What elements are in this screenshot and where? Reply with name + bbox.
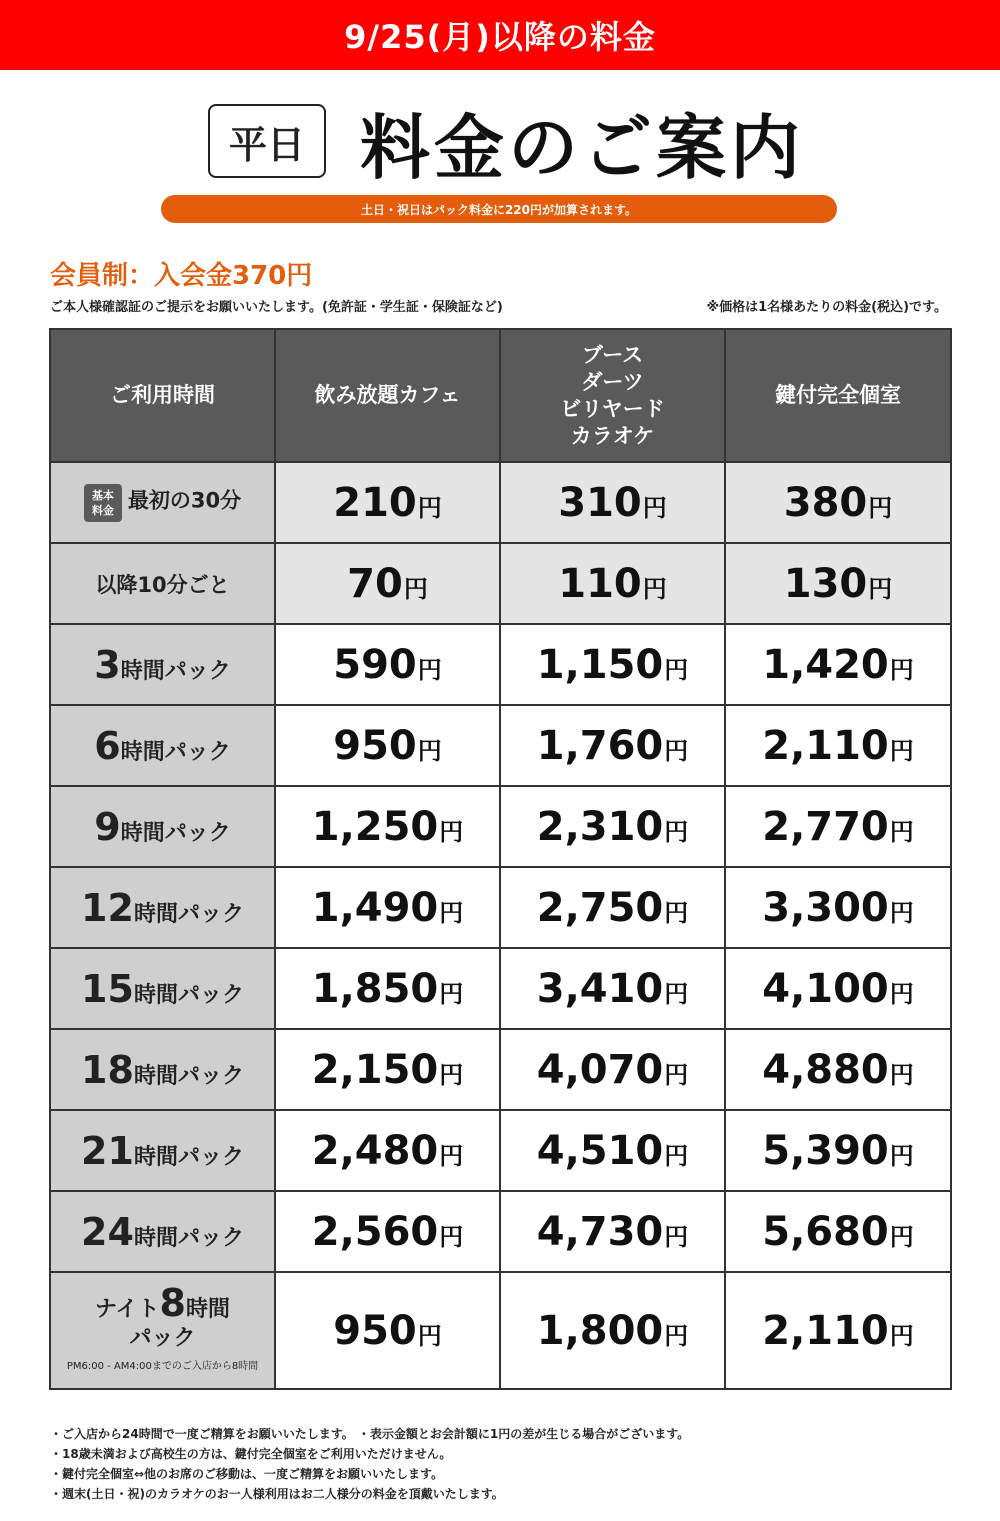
price-cell: 3,410円 <box>500 948 725 1029</box>
price-cell: 950円 <box>275 1272 500 1389</box>
price-cell: 110円 <box>500 543 725 624</box>
weekday-badge: 平日 <box>208 104 326 178</box>
table-row <box>50 462 951 543</box>
row-label: 18時間パック <box>50 1029 275 1110</box>
weekend-notice-bar <box>161 195 837 223</box>
price-cell: 1,250円 <box>275 786 500 867</box>
row-label: 以降10分ごと <box>50 543 275 624</box>
price-cell: 950円 <box>275 705 500 786</box>
top-banner <box>0 0 1000 70</box>
table-row <box>50 1110 951 1191</box>
price-cell: 2,150円 <box>275 1029 500 1110</box>
weekend-notice-text: 土日・祝日はパック料金に220円が加算されます。 <box>360 202 638 217</box>
price-cell: 210円 <box>275 462 500 543</box>
price-cell: 130円 <box>725 543 951 624</box>
id-note: ご本人様確認証のご提示をお願いいたします。(免許証・学生証・保険証など) <box>50 300 503 315</box>
price-cell: 1,850円 <box>275 948 500 1029</box>
table-row <box>50 1191 951 1272</box>
table-row <box>50 543 951 624</box>
header-private-room: 鍵付完全個室 <box>725 329 951 462</box>
table-row <box>50 624 951 705</box>
row-label: 9時間パック <box>50 786 275 867</box>
price-cell: 4,730円 <box>500 1191 725 1272</box>
table-row <box>50 786 951 867</box>
row-label: 6時間パック <box>50 705 275 786</box>
price-cell: 2,110円 <box>725 705 951 786</box>
price-cell: 2,310円 <box>500 786 725 867</box>
table-row-night <box>50 1272 951 1389</box>
price-cell: 2,750円 <box>500 867 725 948</box>
footnote: ・18歳未満および高校生の方は、鍵付完全個室をご利用いただけません。 <box>50 1447 452 1461</box>
header-cafe: 飲み放題カフェ <box>275 329 500 462</box>
price-cell: 1,800円 <box>500 1272 725 1389</box>
row-label: 12時間パック <box>50 867 275 948</box>
row-label: 基本 料金 最初の30分 <box>50 462 275 543</box>
row-label: 21時間パック <box>50 1110 275 1191</box>
price-cell: 5,680円 <box>725 1191 951 1272</box>
price-cell: 2,110円 <box>725 1272 951 1389</box>
price-cell: 2,480円 <box>275 1110 500 1191</box>
row-label: 3時間パック <box>50 624 275 705</box>
row-label-night: ナイト8時間 パック PM6:00 - AM4:00までのご入店から8時間 <box>50 1272 275 1389</box>
price-note: ※価格は1名様あたりの料金(税込)です。 <box>706 300 947 315</box>
table-row <box>50 948 951 1029</box>
price-cell: 70円 <box>275 543 500 624</box>
price-cell: 4,070円 <box>500 1029 725 1110</box>
price-cell: 5,390円 <box>725 1110 951 1191</box>
page-title: 料金のご案内 <box>360 106 804 189</box>
basic-fee-badge: 基本 料金 <box>84 484 122 522</box>
price-cell: 1,150円 <box>500 624 725 705</box>
price-cell: 590円 <box>275 624 500 705</box>
price-cell: 2,560円 <box>275 1191 500 1272</box>
table-row <box>50 1029 951 1110</box>
row-label: 15時間パック <box>50 948 275 1029</box>
price-cell: 1,490円 <box>275 867 500 948</box>
price-cell: 1,760円 <box>500 705 725 786</box>
price-cell: 380円 <box>725 462 951 543</box>
table-row <box>50 867 951 948</box>
footnote: ・週末(土日・祝)のカラオケのお一人様利用はお二人様分の料金を頂戴いたします。 <box>50 1487 504 1501</box>
night-time-note: PM6:00 - AM4:00までのご入店から8時間 <box>66 1361 259 1372</box>
price-cell: 4,510円 <box>500 1110 725 1191</box>
membership-title: 会員制：入会金370円 <box>50 261 313 291</box>
price-cell: 310円 <box>500 462 725 543</box>
header-booth: ブース ダーツ ビリヤード カラオケ <box>500 329 725 462</box>
table-header-row <box>50 329 951 462</box>
price-cell: 1,420円 <box>725 624 951 705</box>
table-row <box>50 705 951 786</box>
header-usage-time: ご利用時間 <box>50 329 275 462</box>
row-label: 24時間パック <box>50 1191 275 1272</box>
footnote: ・鍵付完全個室⇔他のお席のご移動は、一度ご精算をお願いいたします。 <box>50 1467 444 1481</box>
price-table <box>49 328 952 1390</box>
price-cell: 4,880円 <box>725 1029 951 1110</box>
title-row <box>0 100 1000 189</box>
footnote: ・ご入店から24時間で一度ご精算をお願いいたします。 ・表示金額とお会計額に1円の差が生じる場合がございます。 <box>50 1427 690 1441</box>
price-cell: 4,100円 <box>725 948 951 1029</box>
banner-text: 9/25(月)以降の料金 <box>344 18 656 56</box>
footnotes <box>50 1424 689 1504</box>
price-cell: 3,300円 <box>725 867 951 948</box>
price-cell: 2,770円 <box>725 786 951 867</box>
